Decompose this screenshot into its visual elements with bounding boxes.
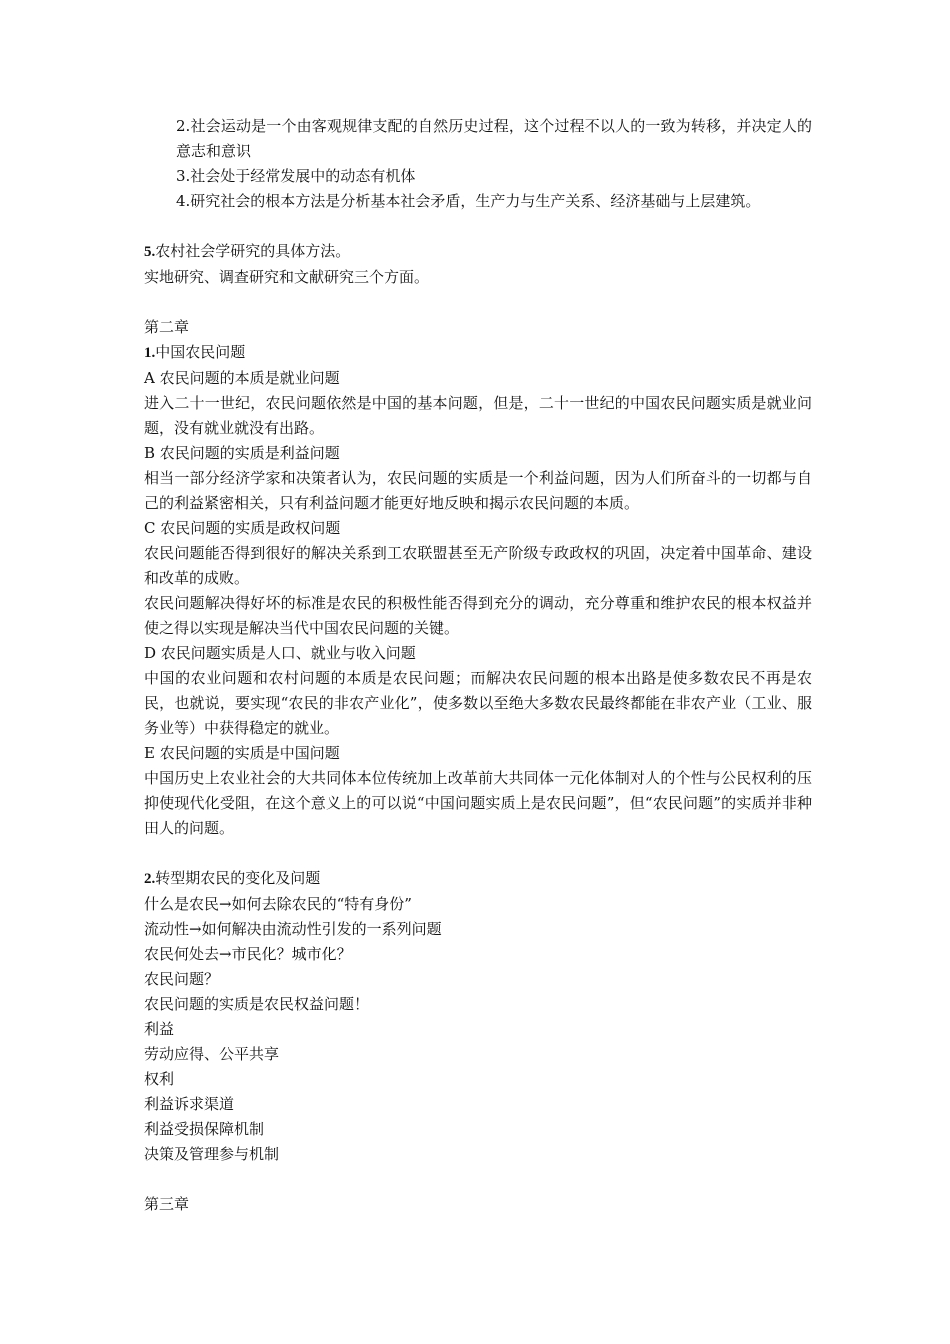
list-item: 什么是农民→如何去除农民的“特有身份” <box>144 895 412 913</box>
section-c-paragraph-2: 农民问题解决得好坏的标准是农民的积极性能否得到充分的调动，充分尊重和维护农民的根本权益并使之得以实现是解决当代中国农民问题的关键。 <box>144 594 812 637</box>
section-e-paragraph: 中国历史上农业社会的大共同体本位传统加上改革前大共同体一元化体制对人的个性与公民权利的压抑使现代化受阻，在这个意义上的可以说“中国问题实质上是农民问题”，但“农民问题”的实质并非种田人的问题。 <box>144 769 812 837</box>
section-d-paragraph: 中国的农业问题和农村问题的本质是农民问题；而解决农民问题的根本出路是使多数农民不再是农民，也就说，要实现“农民的非农产业化”，使多数以至绝大多数农民最终都能在非农产业（工业、服务业等）中获得稳定的就业。 <box>144 669 812 737</box>
question-number: 2. <box>144 871 156 887</box>
list-item: 农民问题的实质是农民权益问题！ <box>144 995 370 1013</box>
chapter-2-question-1-title <box>144 340 812 366</box>
list-item: 利益 <box>144 1020 175 1038</box>
section-b-heading: B 农民问题的实质是利益问题 <box>144 444 340 462</box>
spacer <box>144 1167 812 1192</box>
section-c-paragraph-1: 农民问题能否得到很好的解决关系到工农联盟甚至无产阶级专政政权的巩固，决定着中国革命、建设和改革的成败。 <box>144 544 812 587</box>
section-c-heading: C 农民问题的实质是政权问题 <box>144 519 341 537</box>
list-item: 流动性→如何解决由流动性引发的一系列问题 <box>144 920 442 938</box>
section-b-paragraph: 相当一部分经济学家和决策者认为，农民问题的实质是一个利益问题，因为人们所奋斗的一切都与自己的利益紧密相关，只有利益问题才能更好地反映和揭示农民问题的本质。 <box>144 469 812 512</box>
question-number: 5. <box>144 244 156 260</box>
chapter-3-heading: 第三章 <box>144 1195 190 1213</box>
section-d-heading: D 农民问题实质是人口、就业与收入问题 <box>144 644 416 662</box>
intro-point-2: 2.社会运动是一个由客观规律支配的自然历史过程，这个过程不以人的一致为转移，并决定人的意志和意识 <box>176 117 812 160</box>
intro-point-4: 4.研究社会的根本方法是分析基本社会矛盾，生产力与生产关系、经济基础与上层建筑。 <box>176 192 761 210</box>
list-item: 劳动应得、公平共享 <box>144 1045 280 1063</box>
list-item: 利益受损保障机制 <box>144 1120 265 1138</box>
section-e-heading: E 农民问题的实质是中国问题 <box>144 744 340 762</box>
chapter-2-question-2-title <box>144 866 812 892</box>
list-item: 权利 <box>144 1070 175 1088</box>
list-item: 农民问题？ <box>144 970 220 988</box>
question-text: 中国农民问题 <box>155 343 246 361</box>
section-a-heading: A 农民问题的本质是就业问题 <box>144 369 340 387</box>
question-5-title <box>144 239 812 265</box>
question-number: 1. <box>144 345 156 361</box>
list-item: 决策及管理参与机制 <box>144 1145 280 1163</box>
question-text: 转型期农民的变化及问题 <box>155 869 321 887</box>
intro-point-3: 3.社会处于经常发展中的动态有机体 <box>176 167 416 185</box>
spacer <box>144 841 812 866</box>
question-text: 农村社会学研究的具体方法。 <box>155 242 351 260</box>
spacer <box>144 290 812 315</box>
list-item: 农民何处去→市民化？城市化？ <box>144 945 352 963</box>
spacer <box>144 214 812 239</box>
question-5-answer: 实地研究、调查研究和文献研究三个方面。 <box>144 268 430 286</box>
chapter-2-heading: 第二章 <box>144 318 190 336</box>
document-page <box>144 114 812 1217</box>
section-a-paragraph: 进入二十一世纪，农民问题依然是中国的基本问题，但是，二十一世纪的中国农民问题实质是就业问题，没有就业就没有出路。 <box>144 394 812 437</box>
list-item: 利益诉求渠道 <box>144 1095 235 1113</box>
